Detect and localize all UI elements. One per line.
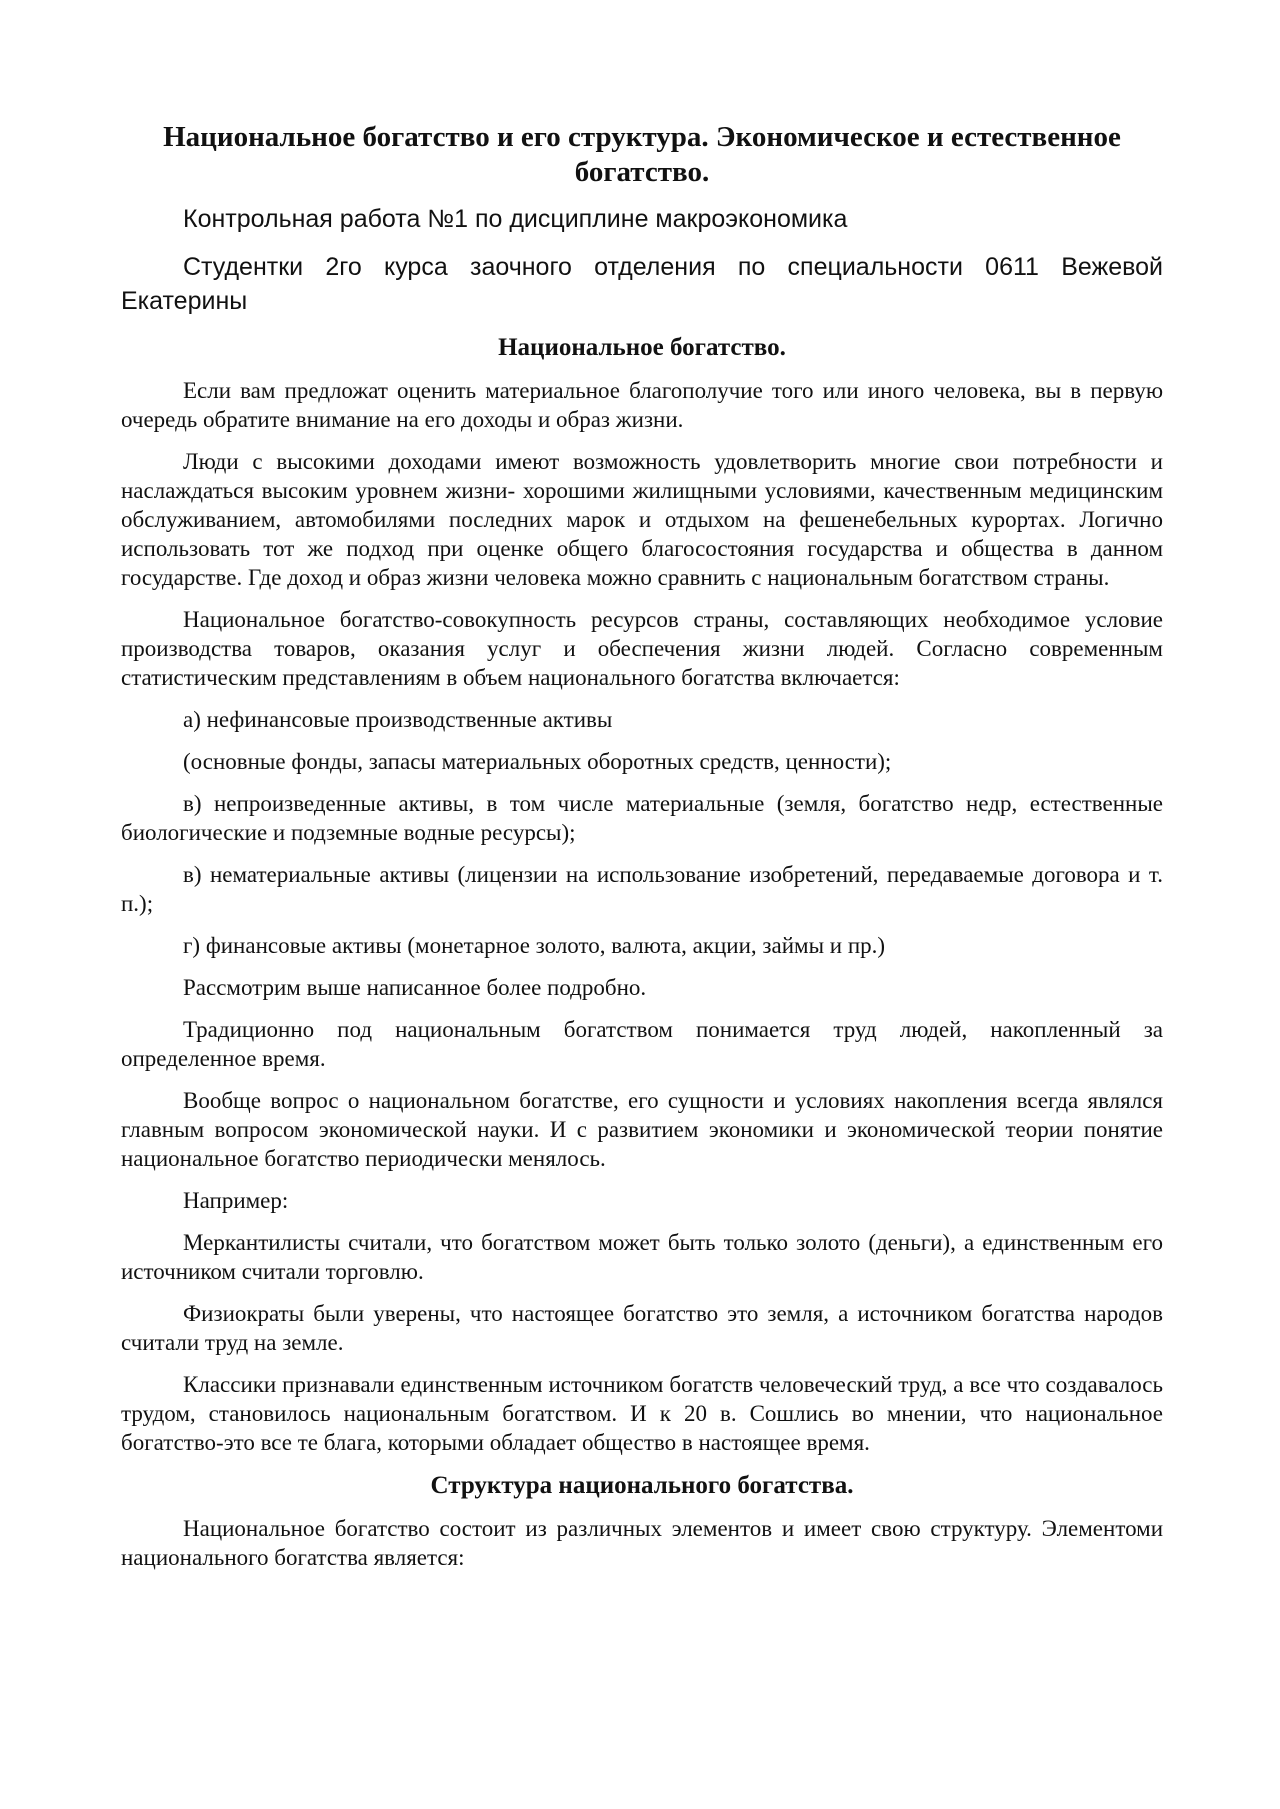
document-subtitle-course-work: Контрольная работа №1 по дисциплине макроэкономика [183, 205, 848, 233]
section-heading-national-wealth: Национальное богатство. [498, 334, 786, 361]
paragraph: Физиократы были уверены, что настоящее богатство это земля, а источником богатства народов считали труд на земле. [121, 1301, 1163, 1355]
list-item: а) нефинансовые производственные активы [183, 707, 613, 732]
paragraph: Национальное богатство-совокупность ресурсов страны, составляющих необходимое условие производства товаров, оказания услуг и обеспечения жизни людей. Согласно современным статистическим представлениям в объем национального богатства включается: [121, 607, 1163, 690]
paragraph: Традиционно под национальным богатством понимается труд людей, накопленный за определенное время. [121, 1017, 1163, 1071]
paragraph: Национальное богатство состоит из различных элементов и имеет свою структуру. Элементоми национального богатства является: [121, 1516, 1163, 1570]
list-item: (основные фонды, запасы материальных оборотных средств, ценности); [183, 749, 892, 774]
paragraph: Если вам предложат оценить материальное благополучие того или иного человека, вы в первую очередь обратите внимание на его доходы и образ жизни. [121, 378, 1163, 432]
document-title: Национальное богатство и его структура. Экономическое и естественное богатство. [163, 121, 1121, 188]
document-subtitle-author: Студентки 2го курса заочного отделения по специальности 0611 Вежевой Екатерины [121, 253, 1163, 315]
paragraph: Классики признавали единственным источником богатств человеческий труд, а все что создавалось трудом, становилось национальным богатством. И к 20 в. Сошлись во мнении, что национальное богатство-это все те блага, которыми обладает общество в настоящее время. [121, 1372, 1163, 1455]
list-item: в) непроизведенные активы, в том числе материальные (земля, богатство недр, естественные биологические и подземные водные ресурсы); [121, 791, 1163, 845]
section-heading-wealth-structure: Структура национального богатства. [430, 1472, 854, 1499]
list-item: в) нематериальные активы (лицензии на использование изобретений, передаваемые договора и т. п.); [121, 862, 1163, 916]
paragraph: Например: [183, 1188, 289, 1213]
document-page [121, 120, 1163, 1585]
paragraph: Рассмотрим выше написанное более подробно. [183, 975, 647, 1000]
paragraph: Вообще вопрос о национальном богатстве, его сущности и условиях накопления всегда являлся главным вопросом экономической науки. И с развитием экономики и экономической теории понятие национальное богатство периодически менялось. [121, 1088, 1163, 1171]
paragraph: Меркантилисты считали, что богатством может быть только золото (деньги), а единственным его источником считали торговлю. [121, 1230, 1163, 1284]
paragraph: Люди с высокими доходами имеют возможность удовлетворить многие свои потребности и наслаждаться высоким уровнем жизни- хорошими жилищными условиями, качественным медицинским обслуживанием, автомобилями последних марок и отдыхом на фешенебельных курортах. Логично использовать тот же подход при оценке общего благосостояния государства и общества в данном государстве. Где доход и образ жизни человека можно сравнить с национальным богатством страны. [121, 449, 1163, 590]
list-item: г) финансовые активы (монетарное золото, валюта, акции, займы и пр.) [183, 933, 886, 958]
